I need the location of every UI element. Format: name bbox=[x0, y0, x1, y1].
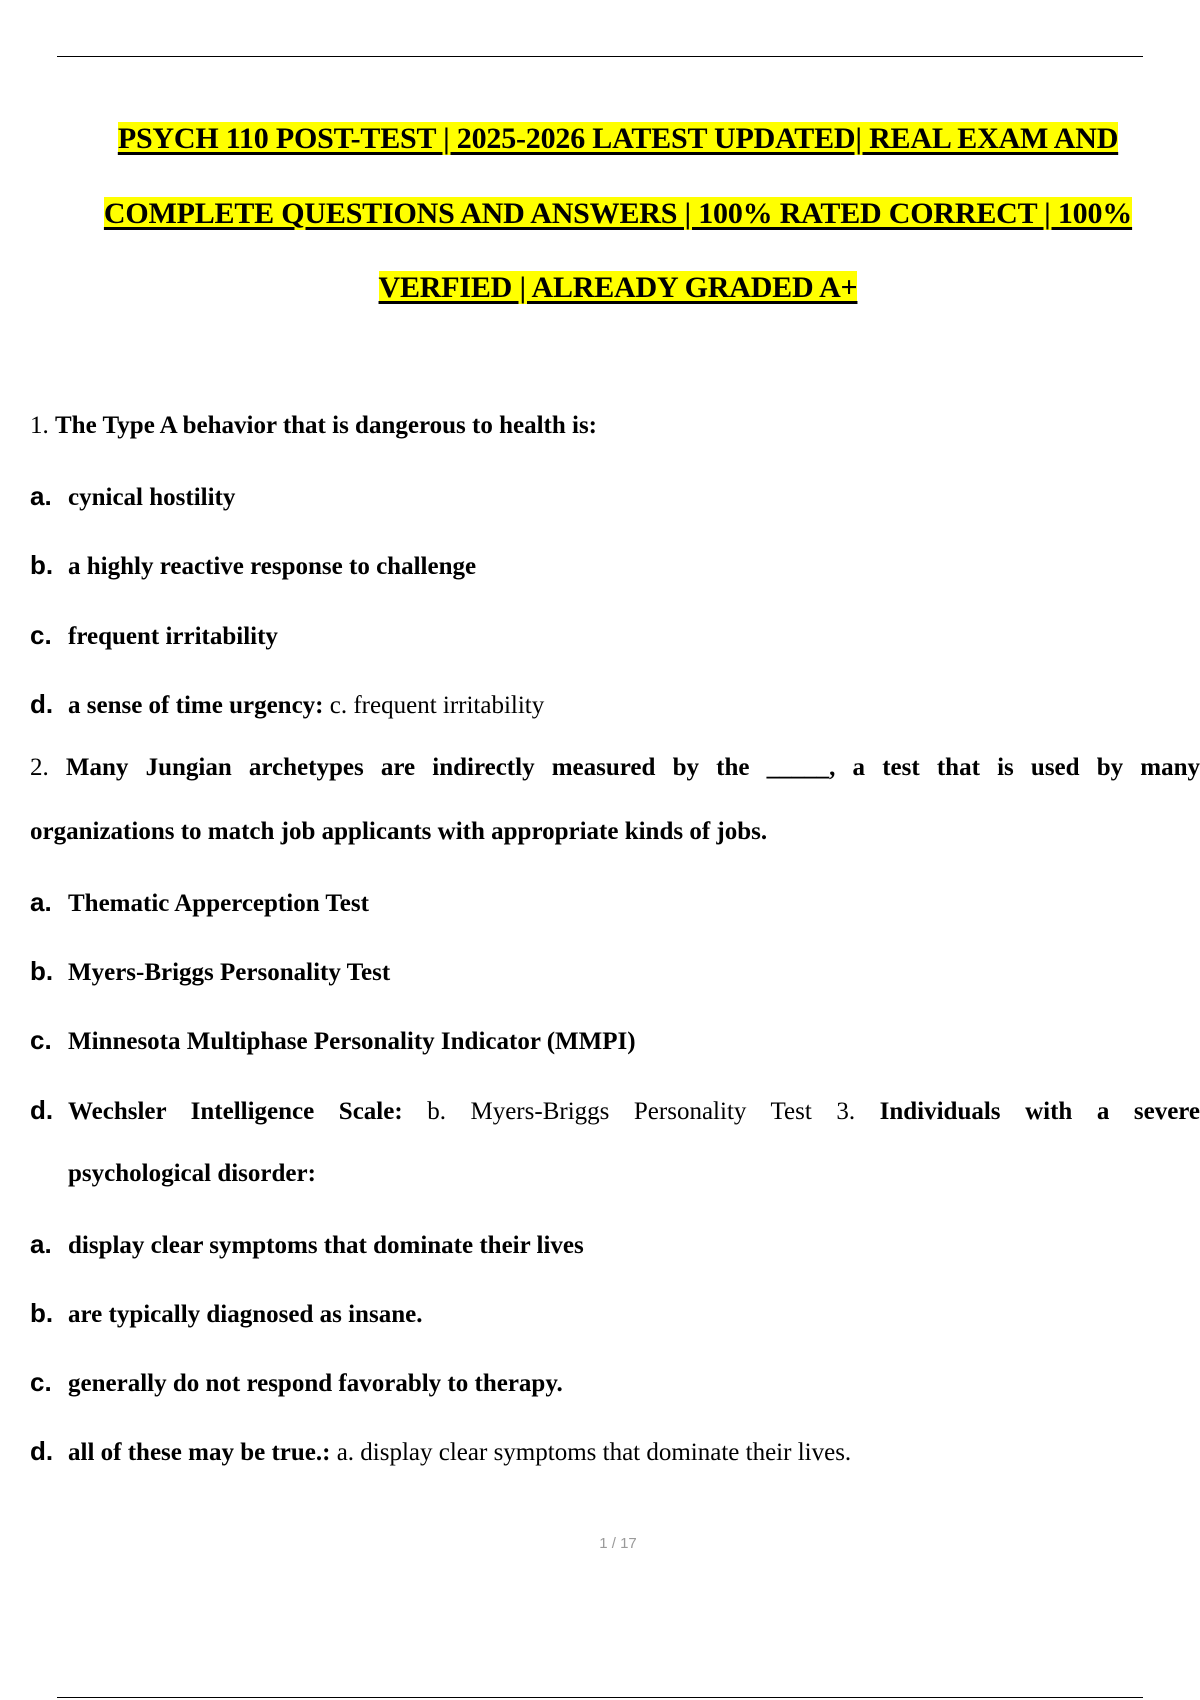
question-number: 1. bbox=[30, 412, 49, 439]
q2-answer: b. Myers-Briggs Personality Test bbox=[427, 1098, 812, 1125]
question-text: The Type A behavior that is dangerous to health is: bbox=[55, 412, 597, 439]
q1-option-b: b. a highly reactive response to challenge bbox=[30, 550, 477, 580]
q3-option-b: b. are typically diagnosed as insane. bbox=[30, 1298, 423, 1328]
q2-option-b: b. Myers-Briggs Personality Test bbox=[30, 956, 391, 986]
page-number: 1 / 17 bbox=[599, 1535, 637, 1552]
question-1 bbox=[30, 412, 597, 440]
q3-option-d: d. all of these may be true.: a. display clear symptoms that dominate their lives. bbox=[30, 1436, 852, 1466]
q2-option-c: c. Minnesota Multiphase Personality Indicator (MMPI) bbox=[30, 1025, 636, 1055]
question-3-continued: psychological disorder: bbox=[68, 1160, 316, 1187]
question-2 bbox=[30, 754, 1200, 782]
q3-option-c: c. generally do not respond favorably to therapy. bbox=[30, 1367, 563, 1397]
question-3-text: Individuals with a severe bbox=[879, 1098, 1200, 1125]
q1-option-c: c. frequent irritability bbox=[30, 620, 278, 650]
q1-option-a: a. cynical hostility bbox=[30, 481, 236, 511]
q3-option-a: a. display clear symptoms that dominate their lives bbox=[30, 1229, 584, 1259]
question-3-number: 3. bbox=[836, 1098, 856, 1125]
question-2-continued: organizations to match job applicants with appropriate kinds of jobs. bbox=[30, 818, 768, 845]
top-rule bbox=[57, 56, 1143, 57]
document-title-line-2: COMPLETE QUESTIONS AND ANSWERS | 100% RATED CORRECT | 100% bbox=[103, 197, 1133, 230]
q1-option-d: d. a sense of time urgency: c. frequent irritability bbox=[30, 689, 545, 719]
q3-answer: a. display clear symptoms that dominate their lives. bbox=[336, 1439, 852, 1466]
q2-option-a: a. Thematic Apperception Test bbox=[30, 887, 369, 917]
question-text: Many Jungian archetypes are indirectly measured by the _____, a test that is used by many bbox=[65, 754, 1200, 781]
q1-answer: c. frequent irritability bbox=[329, 692, 545, 719]
document-title-line-1: PSYCH 110 POST-TEST | 2025-2026 LATEST UPDATED| REAL EXAM AND bbox=[117, 122, 1119, 155]
bottom-rule bbox=[57, 1697, 1143, 1698]
q2-option-d: d. Wechsler Intelligence Scale: b. Myers-Briggs Personality Test 3. Individuals with a severe bbox=[30, 1095, 1200, 1125]
question-number: 2. bbox=[30, 754, 49, 781]
document-title-line-3: VERFIED | ALREADY GRADED A+ bbox=[378, 271, 858, 304]
